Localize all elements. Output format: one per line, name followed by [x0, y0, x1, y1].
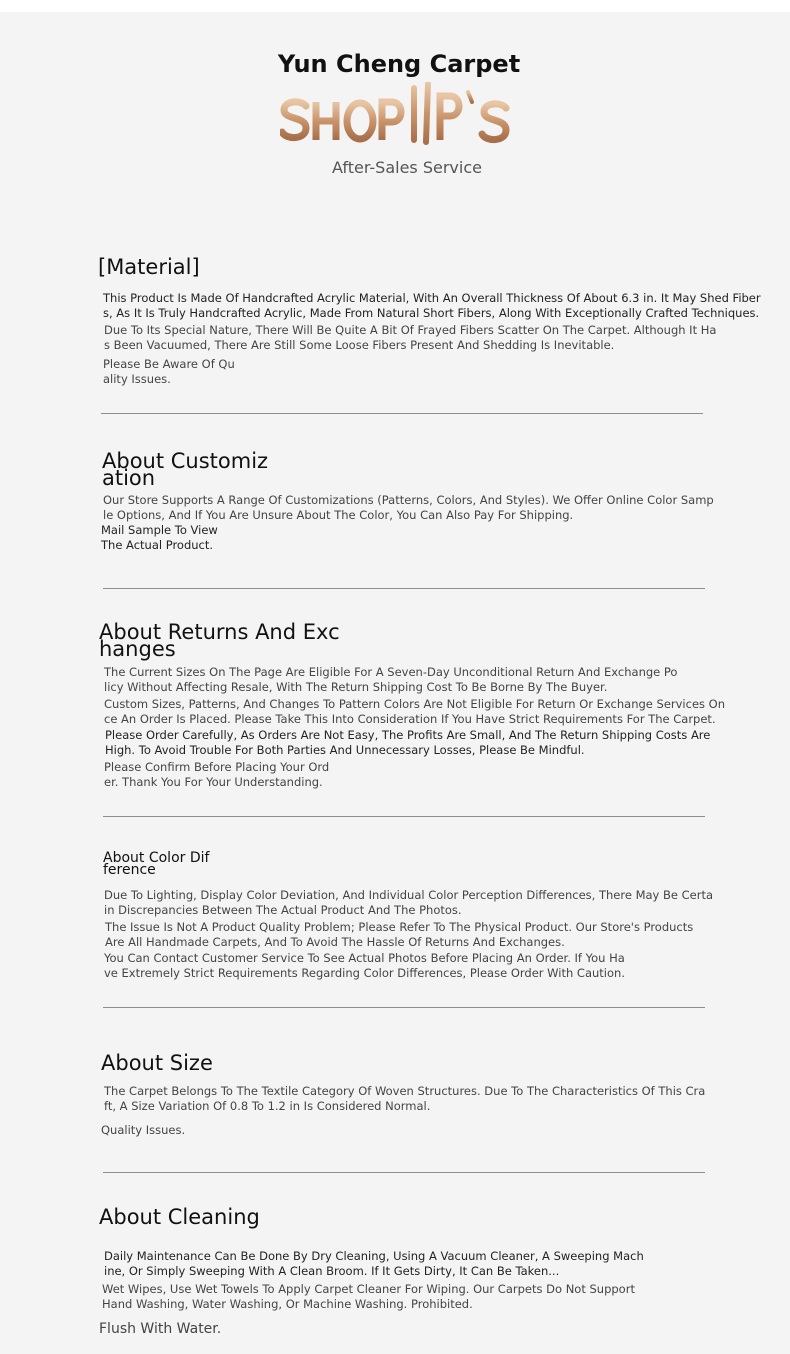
section-divider [103, 816, 705, 817]
returns-paragraph-4: Please Confirm Before Placing Your Ord er. Thank You For Your Understanding. [104, 760, 330, 789]
material-paragraph-1: This Product Is Made Of Handcrafted Acrylic Material, With An Overall Thickness Of About 6.3 in. It May Shed Fiber s, As It Is Truly Handcrafted Acrylic, Made From Natural Short Fibers, Along With Exceptionally Crafted Techniques. [103, 291, 761, 320]
customization-heading: About Customiz ation [102, 449, 269, 490]
returns-heading: About Returns And Exc hanges [99, 620, 340, 661]
section-divider [103, 588, 705, 589]
cleaning-paragraph-2: Wet Wipes, Use Wet Towels To Apply Carpet Cleaner For Wiping. Our Carpets Do Not Support Hand Washing, Water Washing, Or Machine Washing. Prohibited. [102, 1282, 635, 1311]
cleaning-paragraph-3: Flush With Water. [99, 1321, 222, 1337]
cleaning-paragraph-1: Daily Maintenance Can Be Done By Dry Cleaning, Using A Vacuum Cleaner, A Sweeping Mach ine, Or Simply Sweeping With A Clean Broom. If It Gets Dirty, It Can Be Taken... [104, 1249, 644, 1278]
brand-title: Yun Cheng Carpet [277, 50, 521, 78]
size-paragraph-1: The Carpet Belongs To The Textile Category Of Woven Structures. Due To The Characteristics Of This Cra ft, A Size Variation Of 0.8 To 1.2 in Is Considered Normal. [104, 1084, 706, 1113]
section-divider [101, 413, 703, 414]
section-divider [103, 1007, 705, 1008]
section-divider [103, 1172, 705, 1173]
color-paragraph-1: Due To Lighting, Display Color Deviation, And Individual Color Perception Differences, There May Be Certa in Discrepancies Between The Actual Product And The Photos. [104, 888, 714, 917]
returns-paragraph-2: Custom Sizes, Patterns, And Changes To Pattern Colors Are Not Eligible For Return Or Exchange Services On ce An Order Is Placed. Please Take This Into Consideration If You Have Strict Requirements For The Carpet. [104, 697, 726, 726]
cleaning-heading: About Cleaning [99, 1205, 260, 1229]
color-difference-heading: About Color Dif ference [103, 850, 210, 878]
color-paragraph-2: The Issue Is Not A Product Quality Problem; Please Refer To The Physical Product. Our Store's Products Are All Handmade Carpets, And To Avoid The Hassle Of Returns And Exchanges. [105, 920, 694, 949]
size-paragraph-2: Quality Issues. [101, 1123, 186, 1137]
customization-paragraph-2: Mail Sample To View The Actual Product. [101, 523, 218, 552]
top-band [0, 0, 790, 12]
color-paragraph-3: You Can Contact Customer Service To See Actual Photos Before Placing An Order. If You Ha ve Extremely Strict Requirements Regarding Color Differences, Please Order With Caution. [104, 951, 625, 980]
customization-paragraph-1: Our Store Supports A Range Of Customizations (Patterns, Colors, And Styles). We Offer Online Color Samp le Options, And If You Are Unsure About The Color, You Can Also Pay For Shipping. [103, 493, 714, 522]
material-heading: [Material] [98, 255, 200, 279]
returns-paragraph-3: Please Order Carefully, As Orders Are Not Easy, The Profits Are Small, And The Return Shipping Costs Are High. To Avoid Trouble For Both Parties And Unnecessary Losses, Please Be Mindful. [105, 728, 711, 757]
shop-tips-logo [280, 82, 512, 152]
size-heading: About Size [101, 1051, 213, 1075]
material-paragraph-2: Due To Its Special Nature, There Will Be Quite A Bit Of Frayed Fibers Scatter On The Carpet. Although It Ha s Been Vacuumed, There Are Still Some Loose Fibers Present And Shedding Is Inevitable. [104, 323, 717, 352]
material-paragraph-3: Please Be Aware Of Qu ality Issues. [103, 357, 235, 386]
page-subtitle: After-Sales Service [332, 158, 482, 177]
returns-paragraph-1: The Current Sizes On The Page Are Eligible For A Seven-Day Unconditional Return And Exchange Po licy Without Affecting Resale, With The Return Shipping Cost To Be Borne By The Buyer. [104, 665, 678, 694]
